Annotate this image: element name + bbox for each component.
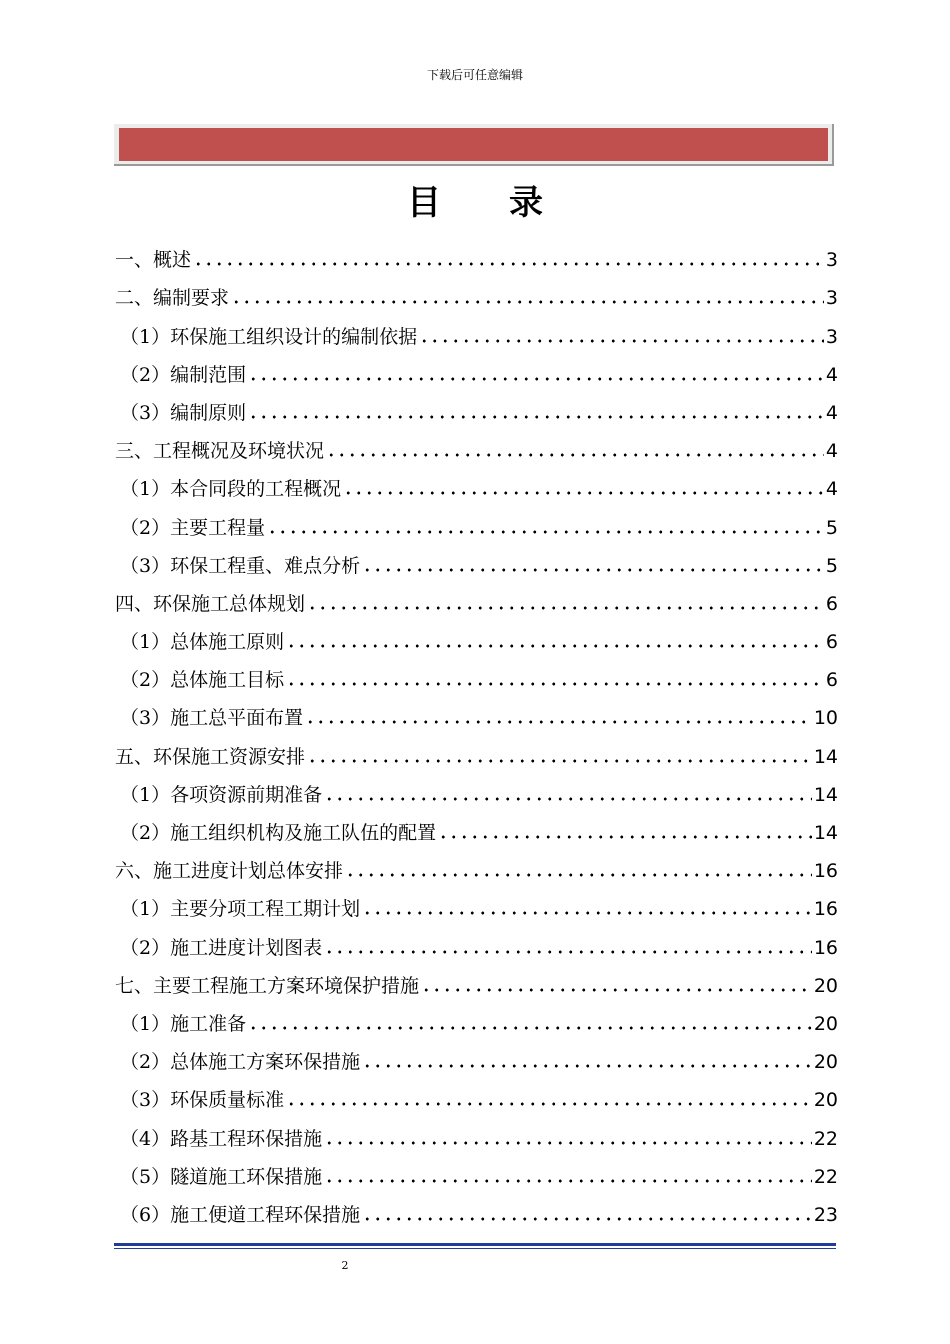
toc-entry-page: 14 xyxy=(813,745,838,768)
toc-entry-label: （3）环保工程重、难点分析 xyxy=(120,554,361,577)
toc-entry[interactable] xyxy=(115,883,838,921)
toc-entry-label: 六、施工进度计划总体安排 xyxy=(115,860,344,883)
toc-entry[interactable] xyxy=(115,272,838,310)
header-banner xyxy=(119,128,828,161)
toc-entry-label: 一、概述 xyxy=(115,249,192,272)
toc-entry[interactable] xyxy=(115,1189,838,1227)
toc-dot-leader xyxy=(324,1140,812,1146)
toc-dot-leader xyxy=(324,949,812,955)
toc-entry-page: 23 xyxy=(813,1203,838,1226)
toc-entry-page: 22 xyxy=(813,1127,838,1150)
toc-entry-label: （2）施工进度计划图表 xyxy=(120,936,323,959)
toc-entry-page: 16 xyxy=(813,936,838,959)
toc-entry[interactable] xyxy=(115,730,838,768)
toc-entry[interactable] xyxy=(115,425,838,463)
toc-dot-leader xyxy=(324,1178,812,1184)
header-note: 下载后可任意编辑 xyxy=(426,68,523,82)
toc-entry[interactable] xyxy=(115,921,838,959)
toc-dot-leader xyxy=(362,1063,812,1069)
toc-entry[interactable] xyxy=(115,998,838,1036)
toc-dot-leader xyxy=(307,758,812,764)
toc-dot-leader xyxy=(345,872,812,878)
toc-entry-label: （1）本合同段的工程概况 xyxy=(120,478,342,501)
toc-entry-page: 14 xyxy=(813,822,838,844)
toc-dot-leader xyxy=(248,376,824,382)
toc-dot-leader xyxy=(421,987,812,993)
toc-dot-leader xyxy=(362,567,824,573)
toc-entry-page: 5 xyxy=(825,516,838,539)
toc-entry-label: （6）施工便道工程环保措施 xyxy=(120,1203,361,1226)
toc-entry-label: （3）环保质量标准 xyxy=(120,1089,285,1112)
toc-entry-label: （3）施工总平面布置 xyxy=(120,707,304,730)
toc-entry[interactable] xyxy=(115,1036,838,1074)
toc-dot-leader xyxy=(362,910,812,916)
toc-entry[interactable] xyxy=(115,807,838,845)
toc-entry-label: （1）总体施工原则 xyxy=(120,631,285,654)
toc-dot-leader xyxy=(286,1101,812,1107)
toc-entry[interactable] xyxy=(115,501,838,539)
toc-entry-page: 4 xyxy=(825,363,838,386)
toc-entry[interactable] xyxy=(115,1151,838,1189)
toc-entry-label: 五、环保施工资源安排 xyxy=(115,745,306,768)
toc-dot-leader xyxy=(438,834,812,840)
toc-title: 目录 xyxy=(407,183,611,223)
footer-rule xyxy=(114,1243,836,1249)
toc-dot-leader xyxy=(267,529,824,535)
toc-entry-label: （1）主要分项工程工期计划 xyxy=(120,898,361,921)
toc-entry-label: 三、工程概况及环境状况 xyxy=(115,440,325,463)
toc-entry-label: （2）主要工程量 xyxy=(120,516,266,539)
toc-entry-label: 二、编制要求 xyxy=(115,287,230,310)
toc-entry-page: 3 xyxy=(825,325,838,348)
toc-entry[interactable] xyxy=(115,463,838,501)
toc-entry[interactable] xyxy=(115,1074,838,1112)
toc-dot-leader xyxy=(286,681,824,687)
toc-entry-page: 3 xyxy=(825,287,838,310)
toc-entry-label: （1）各项资源前期准备 xyxy=(120,783,323,806)
toc-entry-page: 20 xyxy=(813,1012,838,1035)
toc-entry-page: 14 xyxy=(813,783,838,806)
toc-entry-page: 4 xyxy=(825,440,838,463)
table-of-contents xyxy=(115,234,838,1227)
toc-entry[interactable] xyxy=(115,540,838,578)
toc-entry[interactable] xyxy=(115,1112,838,1150)
toc-entry-page: 16 xyxy=(813,898,838,921)
toc-entry-label: （1）环保施工组织设计的编制依据 xyxy=(120,325,418,348)
toc-entry-label: （2）总体施工目标 xyxy=(120,669,285,692)
toc-dot-leader xyxy=(305,719,812,725)
toc-entry[interactable] xyxy=(115,349,838,387)
toc-dot-leader xyxy=(248,1025,812,1031)
toc-entry[interactable] xyxy=(115,387,838,425)
toc-entry-page: 16 xyxy=(813,860,838,883)
toc-dot-leader xyxy=(307,605,824,611)
toc-entry[interactable] xyxy=(115,616,838,654)
toc-dot-leader xyxy=(419,338,824,344)
toc-entry-page: 20 xyxy=(813,1089,838,1112)
toc-entry-page: 4 xyxy=(825,478,838,501)
toc-entry[interactable] xyxy=(115,769,838,807)
toc-dot-leader xyxy=(343,490,824,496)
toc-dot-leader xyxy=(324,796,812,802)
toc-entry[interactable] xyxy=(115,654,838,692)
toc-entry-label: 七、主要工程施工方案环境保护措施 xyxy=(115,974,420,997)
toc-entry-page: 4 xyxy=(825,401,838,424)
toc-entry[interactable] xyxy=(115,234,838,272)
toc-entry-label: （2）施工组织机构及施工队伍的配置 xyxy=(120,822,437,844)
toc-dot-leader xyxy=(193,261,824,267)
toc-dot-leader xyxy=(231,299,824,305)
toc-entry-page: 5 xyxy=(825,554,838,577)
toc-entry-label: （2）编制范围 xyxy=(120,363,247,386)
toc-entry-label: （2）总体施工方案环保措施 xyxy=(120,1051,361,1074)
toc-entry-label: 四、环保施工总体规划 xyxy=(115,592,306,615)
toc-entry-page: 20 xyxy=(813,974,838,997)
toc-entry-label: （1）施工准备 xyxy=(120,1012,247,1035)
toc-dot-leader xyxy=(286,643,824,649)
page-number: 2 xyxy=(341,1259,349,1272)
toc-entry-label: （5）隧道施工环保措施 xyxy=(120,1165,323,1188)
toc-entry-page: 3 xyxy=(825,249,838,272)
toc-entry[interactable] xyxy=(115,578,838,616)
banner-frame xyxy=(114,124,834,166)
toc-dot-leader xyxy=(326,452,824,458)
toc-entry-page: 10 xyxy=(813,707,838,730)
toc-entry-page: 6 xyxy=(825,592,838,615)
toc-entry[interactable] xyxy=(115,692,838,730)
toc-entry[interactable] xyxy=(115,310,838,348)
toc-entry[interactable] xyxy=(115,960,838,998)
toc-entry[interactable] xyxy=(115,845,838,883)
toc-dot-leader xyxy=(362,1216,812,1222)
toc-entry-label: （3）编制原则 xyxy=(120,401,247,424)
toc-entry-label: （4）路基工程环保措施 xyxy=(120,1127,323,1150)
toc-entry-page: 6 xyxy=(825,669,838,692)
toc-entry-page: 6 xyxy=(825,631,838,654)
toc-entry-page: 22 xyxy=(813,1165,838,1188)
toc-entry-page: 20 xyxy=(813,1051,838,1074)
toc-dot-leader xyxy=(248,414,824,420)
